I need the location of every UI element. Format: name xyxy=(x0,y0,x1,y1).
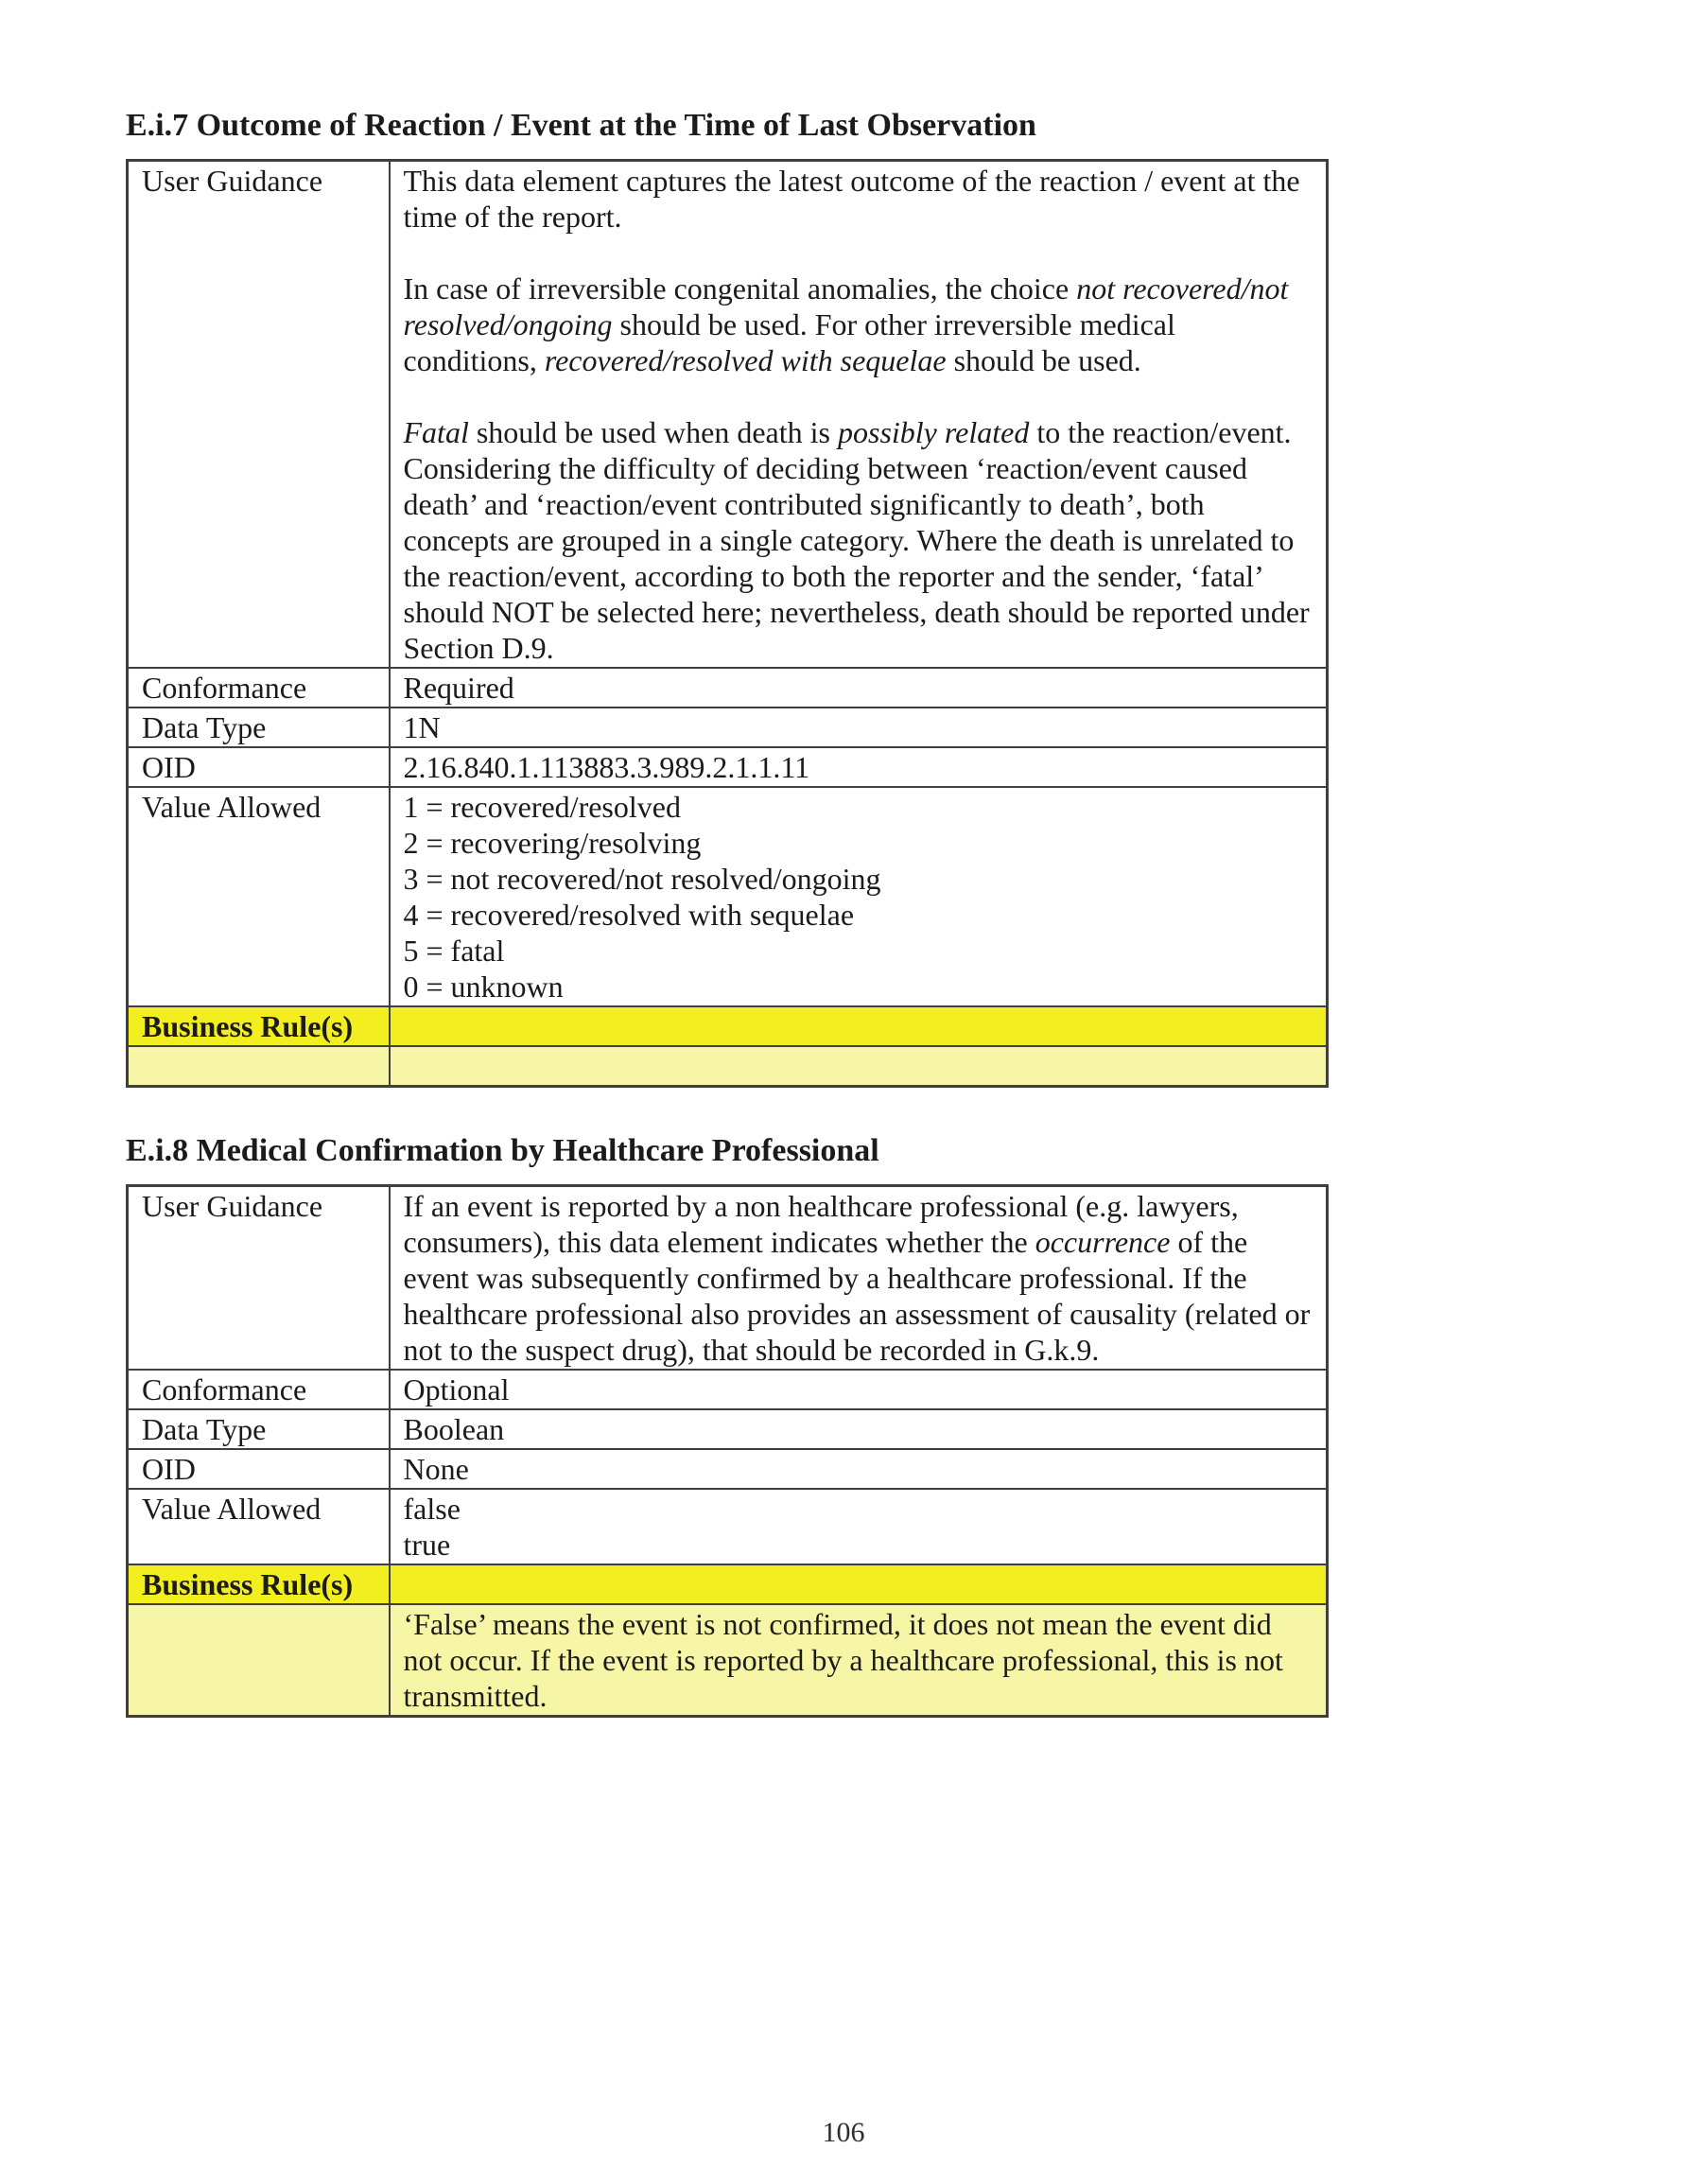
ei7-row-conformance xyxy=(128,668,1328,708)
ei7-oid-label: OID xyxy=(128,747,390,787)
ei8-user-guidance-value xyxy=(390,1186,1328,1371)
ei7-value-allowed-option: 2 = recovering/resolving xyxy=(403,826,702,860)
ei7-business-rules-note-value xyxy=(390,1046,1328,1087)
ei7-value-allowed-option: 0 = unknown xyxy=(403,970,564,1004)
ei8-row-data-type xyxy=(128,1409,1328,1449)
ei8-row-business-rules xyxy=(128,1564,1328,1604)
ei8-row-business-rules-note xyxy=(128,1604,1328,1717)
ei7-row-business-rules xyxy=(128,1006,1328,1046)
ei8-oid-label: OID xyxy=(128,1449,390,1489)
ei8-user-guidance-label: User Guidance xyxy=(128,1186,390,1371)
ei8-business-rules-value xyxy=(390,1564,1328,1604)
ei7-business-rules-note-label xyxy=(128,1046,390,1087)
ei7-value-allowed-label: Value Allowed xyxy=(128,787,390,1006)
ei7-business-rules-value xyxy=(390,1006,1328,1046)
ei7-data-type-value: 1N xyxy=(390,708,1328,747)
ei7-value-allowed-option: 1 = recovered/resolved xyxy=(403,790,681,824)
ei7-table xyxy=(126,159,1329,1088)
page-content xyxy=(126,106,1329,1718)
ei7-guidance-paragraph-1: This data element captures the latest outcome of the reaction / event at the time of the report. xyxy=(403,164,1300,234)
ei8-conformance-label: Conformance xyxy=(128,1370,390,1409)
ei7-conformance-value: Required xyxy=(390,668,1328,708)
ei8-row-value-allowed xyxy=(128,1489,1328,1564)
ei7-value-allowed-option: 3 = not recovered/not resolved/ongoing xyxy=(403,862,881,896)
ei8-row-oid xyxy=(128,1449,1328,1489)
ei7-row-data-type xyxy=(128,708,1328,747)
ei8-data-type-label: Data Type xyxy=(128,1409,390,1449)
ei8-value-allowed-option: true xyxy=(403,1528,451,1562)
ei7-guidance-paragraph-3: Fatal should be used when death is possibly related to the reaction/event. Considering the difficulty of deciding between ‘reaction/event caused death’ and ‘reaction/event contributed significantly to death’, both concepts are grouped in a single category. Where the death is unrelated to the reaction/event, according to both the reporter and the sender, ‘fatal’ should NOT be selected here; nevertheless, death should be reported under Section D.9. xyxy=(403,415,1310,665)
ei7-value-allowed-option: 5 = fatal xyxy=(403,934,505,968)
ei8-heading: E.i.8 Medical Confirmation by Healthcare Professional xyxy=(126,1133,879,1168)
ei8-value-allowed-label: Value Allowed xyxy=(128,1489,390,1564)
ei7-value-allowed-option: 4 = recovered/resolved with sequelae xyxy=(403,898,855,932)
page-number: 106 xyxy=(822,2117,865,2148)
ei8-business-rules-note-label xyxy=(128,1604,390,1717)
ei7-user-guidance-value xyxy=(390,161,1328,669)
ei7-row-oid xyxy=(128,747,1328,787)
ei8-table xyxy=(126,1184,1329,1718)
ei7-row-business-rules-note xyxy=(128,1046,1328,1087)
ei8-data-type-value: Boolean xyxy=(390,1409,1328,1449)
ei8-row-conformance xyxy=(128,1370,1328,1409)
ei8-guidance-paragraph-1: If an event is reported by a non healthcare professional (e.g. lawyers, consumers), this data element indicates whether the occurrence of the event was subsequently confirmed by a healthcare professional. If the healthcare professional also provides an assessment of causality (related or not to the suspect drug), that should be recorded in G.k.9. xyxy=(403,1189,1311,1367)
ei8-value-allowed-value xyxy=(390,1489,1328,1564)
ei7-user-guidance-label: User Guidance xyxy=(128,161,390,669)
ei7-conformance-label: Conformance xyxy=(128,668,390,708)
ei8-business-rules-label: Business Rule(s) xyxy=(128,1564,390,1604)
ei7-guidance-paragraph-2: In case of irreversible congenital anomalies, the choice not recovered/not resolved/ongoing should be used. For other irreversible medical conditions, recovered/resolved with sequelae should be used. xyxy=(403,271,1289,377)
ei7-row-value-allowed xyxy=(128,787,1328,1006)
ei8-conformance-value: Optional xyxy=(390,1370,1328,1409)
ei8-business-rules-note-value: ‘False’ means the event is not confirmed, it does not mean the event did not occur. If the event is reported by a healthcare professional, this is not transmitted. xyxy=(390,1604,1328,1717)
ei7-business-rules-label: Business Rule(s) xyxy=(128,1006,390,1046)
ei8-row-user-guidance xyxy=(128,1186,1328,1371)
ei8-value-allowed-option: false xyxy=(403,1492,461,1526)
ei7-data-type-label: Data Type xyxy=(128,708,390,747)
ei7-row-user-guidance xyxy=(128,161,1328,669)
ei7-oid-value: 2.16.840.1.113883.3.989.2.1.1.11 xyxy=(390,747,1328,787)
ei7-heading: E.i.7 Outcome of Reaction / Event at the Time of Last Observation xyxy=(126,108,1036,143)
ei8-oid-value: None xyxy=(390,1449,1328,1489)
ei7-value-allowed-value xyxy=(390,787,1328,1006)
